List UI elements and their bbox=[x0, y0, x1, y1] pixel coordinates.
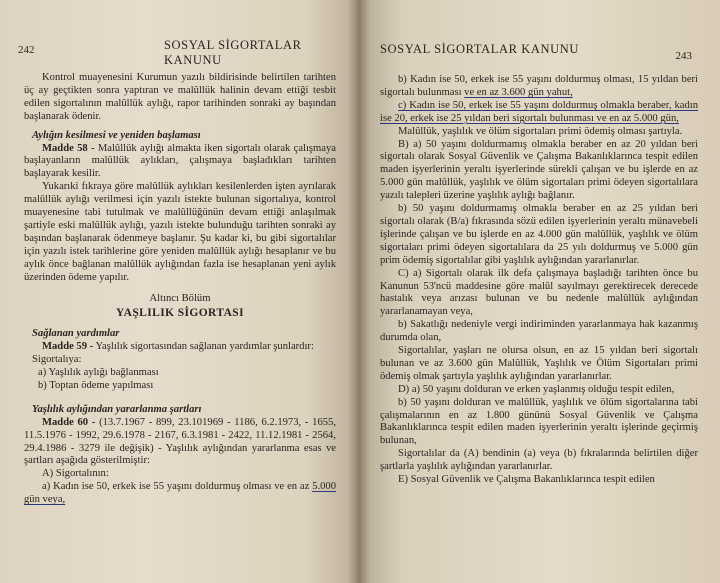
book-gutter bbox=[348, 0, 370, 583]
d-para: D) a) 50 yaşını dolduran ve erken yaşlanmış olduğu tespit edilen, bbox=[398, 383, 675, 395]
heading-aylik-kesilmesi: Aylığın kesilmesi ve yeniden başlaması bbox=[32, 129, 201, 141]
b-para: B) a) 50 yaşını doldurmamış olmakla beraber en az 20 yıldan beri sigortalı olarak Sosyal Güvenlik ve Çalışma Bakanlıklarınca tespit edilen maden işyerlerinin yeraltı işyerlerinde sürekli çalışan ve bu işlerde en az 5.000 gün malûllük, yaşlılık ve ölüm sigortaları primi ödeyen sigortalılara yazılı talepleri üzerine yaşlılık aylığı bağlanır. bbox=[380, 138, 698, 202]
sigortaliya-label: Sigortalıya: bbox=[32, 354, 82, 366]
madde-60-label: Madde 60 - bbox=[42, 416, 96, 428]
b-b-para: b) 50 yaşını doldurmamış olmakla beraber en az 25 yıldan beri sigortalı olarak (B/a) fıkrasında sözü edilen işyerlerinin yeraltı münavebeli işlerinde çalışan ve bu işlerde en az 4.000 gün malûllük, yaşlılık ve ölüm sigortaları primi ödeyen sigortalılara da 25 yılı doldurmuş ve 5.000 gün prim ödemiş sigortalılar gibi yaşlılık aylığından yararlanırlar. bbox=[380, 203, 698, 266]
a-item bbox=[24, 481, 336, 507]
madde-60-text: (13.7.1967 - 899, 23.101969 - 1186, 6.2.1973, - 1655, 11.5.1976 - 1992, 29.6.1978 - 2167, 6.3.1981 - 2422, 11.12.1981 - 2564, 29.4.1986 - 3279 ile değişik) - Yaşlılık aylığından yararlanma esas ve şartları aşağıda gösterilmiştir: bbox=[24, 416, 336, 467]
section-title: YAŞLILIK SİGORTASI bbox=[116, 307, 244, 320]
a-item-text: a) Kadın ise 50, erkek ise 55 yaşını doldurmuş olması ve en az bbox=[42, 481, 310, 493]
madde-58-label: Madde 58 - bbox=[42, 142, 95, 154]
d-tail: Sigortalılar da (A) bendinin (a) veya (b) fıkralarında belirtilen diğer şartlarla yaşlılık aylığından yararlanırlar. bbox=[380, 448, 698, 473]
c-line-underlined: c) Kadın ise 50, erkek ise 55 yaşını doldurmuş olmakla beraber, kadın ise 20, erkek ise 25 yıldan beri sigortalı bulunması ve en az 5.000 gün, bbox=[380, 99, 698, 124]
page-number-left: 242 bbox=[18, 44, 35, 56]
heading-saglanan-yardimlar: Sağlanan yardımlar bbox=[32, 328, 120, 340]
c-b-para: b) Sakatlığı nedeniyle vergi indiriminden yararlanmaya hak kazanmış durumda olan, bbox=[380, 319, 698, 344]
running-head-left: SOSYAL SİGORTALAR KANUNU bbox=[164, 38, 302, 67]
madde-58 bbox=[24, 143, 336, 182]
right-page-body bbox=[380, 74, 698, 487]
running-head-right: SOSYAL SİGORTALAR KANUNU bbox=[380, 42, 580, 56]
madde-59-label: Madde 59 - bbox=[42, 341, 94, 353]
b-line-underlined: ve en az 3.600 gün yahut, bbox=[464, 86, 573, 98]
madde-59-text: Yaşlılık sigortasından sağlanan yardımlar şunlardır: bbox=[95, 341, 314, 353]
c-line bbox=[380, 100, 698, 126]
a-item-underlined: 5.000 gün veya, bbox=[24, 481, 336, 506]
paragraph-kontrol: Kontrol muayenesini Kurumun yazılı bildirisinde belirtilen tarihten üç ay geçtikten sonra yaptıran ve malûllük halinin devam ettiği tesbit edilen sigortalının malûllük aylığı, rapor tarihinden sonraki ay başından başlanarak ödenir. bbox=[24, 72, 336, 122]
page-number-right: 243 bbox=[675, 50, 692, 62]
c-para: C) a) Sigortalı olarak ilk defa çalışmaya başladığı tarihten önce bu Kanunun 53'ncü maddesine göre malûl sayılmayı gerektirecek derecede hastalık veya arızası bulunan ve bu nedenle malûllük aylığından yararlanamayan veya, bbox=[380, 267, 698, 318]
a-sigortalinin: A) Sigortalının: bbox=[42, 468, 109, 480]
heading-yaslilik-sartlari: Yaşlılık aylığından yararlanma şartları bbox=[32, 403, 202, 415]
b-line bbox=[380, 74, 698, 100]
left-page-body bbox=[24, 72, 336, 507]
d-b-para: b) 50 yaşını dolduran ve malûllük, yaşlılık ve ölüm sigortalarına tabi çalışmalarının en az 1.800 gününü Sosyal Güvenlik ve Çalışma Bakanlıklarınca tespit edilen maden işyerlerinin yeraltı işlerinde geçirmiş bulunan, bbox=[380, 396, 698, 447]
list-item-b: b) Toptan ödeme yapılması bbox=[38, 379, 154, 391]
sig-para: Sigortalılar, yaşları ne olursa olsun, en az 15 yıldan beri sigortalı bulunan ve az 3.600 gün Malûllük, Yaşlılık ve Ölüm Sigortaları primi ödemiş olmak şartıyla yaşlılık aylığından yararlanırlar. bbox=[380, 345, 698, 382]
madde-59 bbox=[24, 341, 336, 354]
madde-60 bbox=[24, 417, 336, 469]
right-page bbox=[358, 0, 720, 583]
list-item-a: a) Yaşlılık aylığı bağlanması bbox=[38, 367, 159, 379]
b-line-text: b) Kadın ise 50, erkek ise 55 yaşını doldurmuş olması, 15 yıldan beri sigortalı bulunması bbox=[380, 74, 698, 98]
madde-58-para2: Yukarıki fıkraya göre malûllük aylıkları kesilenlerden işten ayrılarak malûllük aylığı verilmesi için yazılı istekte bulunan sigortalıya, kontrol muayenesine tabi tutulmak ve malûllüğünün devam ettiği anlaşılmak şartiyle eski malûllük aylığı, yazılı istekte bulunduğu tarihten sonraki ay başından başlanarak ödenmeye başlanır. Şu kadar ki, bu gibi sigortalılar için yazılı istek tarihlerine göre yeniden malûllük aylığı hesaplanır ve bu aylık önce bağlanan malûllük aylığından fazla ise hesaplanan yeni aylık üzerinden ödeme yapılır. bbox=[24, 181, 336, 283]
chapter-label: Altıncı Bölüm bbox=[149, 292, 211, 304]
madde-58-text: Malûllük aylığı almakta iken sigortalı olarak çalışmaya başlayanların malûllük aylıkları, çalışmaya başladıkları tarihten başlayarak kesilir. bbox=[24, 142, 336, 180]
c-tail: Malûllük, yaşlılık ve ölüm sigortaları primi ödemiş olması şartıyla. bbox=[398, 125, 683, 137]
e-para: E) Sosyal Güvenlik ve Çalışma Bakanlıklarınca tespit edilen bbox=[398, 474, 655, 486]
